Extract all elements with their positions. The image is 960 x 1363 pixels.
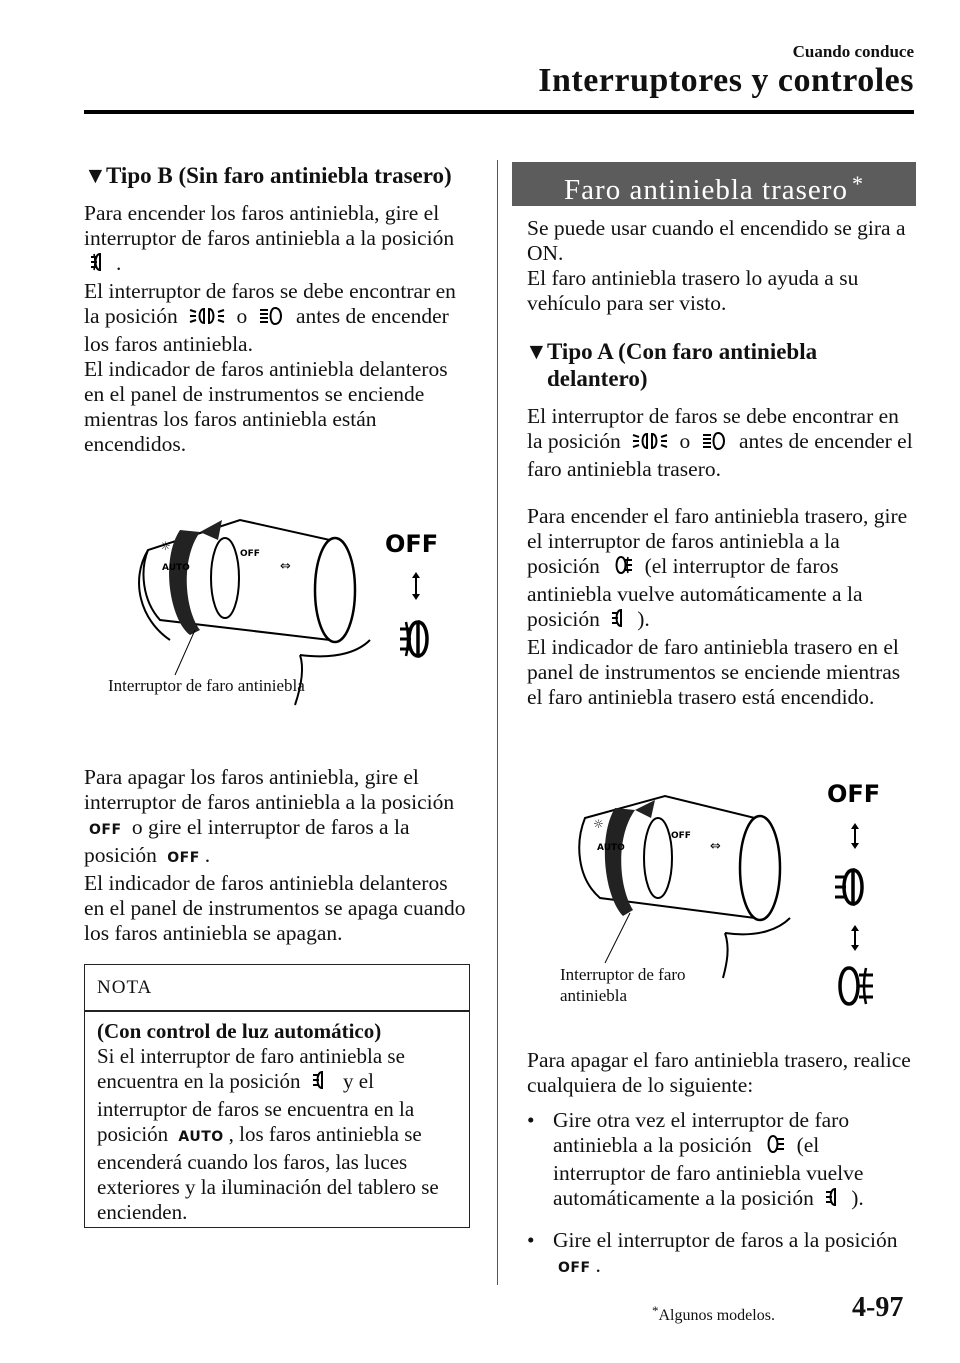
off-label: OFF	[558, 1260, 591, 1276]
page-number: 4-97	[852, 1292, 904, 1323]
list-item: • Gire otra vez el interruptor de faro antiniebla a la posición (el interruptor de faro antiniebla vuelve automáticamente a la posición ).	[527, 1108, 913, 1214]
page-title: Interruptores y controles	[538, 62, 914, 99]
left-column-lower	[84, 765, 470, 946]
section-label: Cuando conduce	[792, 42, 914, 61]
fog-switch-figure-right	[555, 778, 915, 1018]
paragraph-posicion: El interruptor de faros se debe encontrar en la posición o antes de encender los faros antiniebla.	[84, 279, 456, 356]
svg-text:OFF: OFF	[671, 831, 691, 841]
auto-label: AUTO	[178, 1129, 224, 1145]
banner-star: *	[851, 171, 864, 196]
bullet-icon: •	[527, 1108, 535, 1132]
svg-text:OFF: OFF	[385, 530, 439, 558]
front-fog-icon	[835, 870, 862, 904]
paragraph-apagar: Para apagar los faros antiniebla, gire el interruptor de faros antiniebla a la posición OFF o gire el interruptor de faros a la posición OFF .	[84, 765, 455, 867]
nota-text: Si el interruptor de faro antiniebla se encuentra en la posición y el interruptor de faros se encuentra en la posición AUTO , los faros antiniebla se encenderá cuando los faros, las luces exteriores y la iluminación del tablero se encienden.	[97, 1044, 439, 1224]
list-item: • Gire el interruptor de faros a la posición OFF .	[527, 1228, 913, 1281]
parking-light-icon	[189, 306, 225, 332]
svg-text:OFF: OFF	[827, 780, 881, 808]
svg-text:OFF: OFF	[240, 549, 260, 559]
right-column-lower	[527, 1048, 913, 1281]
rear-fog-icon	[763, 1133, 785, 1161]
paragraph-visto: El faro antiniebla trasero lo ayuda a su vehículo para ser visto.	[527, 266, 859, 315]
off-label: OFF	[167, 850, 200, 866]
nota-body	[97, 1019, 457, 1225]
heading-tipo-b: ▼ Tipo B (Sin faro antiniebla trasero)	[84, 163, 452, 188]
paragraph-apagar-trasero: Para apagar el faro antiniebla trasero, realice cualquiera de lo siguiente:	[527, 1048, 911, 1097]
paragraph-indicador-trasero: El indicador de faro antiniebla trasero en el panel de instrumentos se enciende mientras el faro antiniebla trasero está encendido.	[527, 635, 901, 709]
rear-fog-icon	[840, 968, 873, 1004]
bullet-icon: •	[527, 1228, 535, 1252]
section-banner: Faro antiniebla trasero *	[512, 162, 916, 206]
svg-text:AUTO: AUTO	[162, 563, 190, 573]
svg-text:AUTO: AUTO	[597, 843, 625, 853]
front-fog-icon	[90, 251, 110, 279]
front-fog-icon	[825, 1186, 845, 1214]
headlight-icon	[259, 306, 285, 332]
paragraph-indicador: El indicador de faros antiniebla delanteros en el panel de instrumentos se enciende mientras los faros antiniebla están encendidos.	[84, 357, 448, 456]
paragraph-posicion-trasero: El interruptor de faros se debe encontrar en la posición o antes de encender el faro antiniebla trasero.	[527, 404, 913, 481]
svg-text:⇔: ⇔	[280, 559, 291, 574]
paragraph-encender: Para encender los faros antiniebla, gire el interruptor de faros antiniebla a la posición .	[84, 201, 470, 279]
paragraph-indicador-apaga: El indicador de faros antiniebla delanteros en el panel de instrumentos se apaga cuando los faros antiniebla se apagan.	[84, 871, 466, 945]
column-divider	[497, 160, 498, 1285]
svg-text:☼: ☼	[160, 539, 171, 553]
header-rule	[84, 110, 914, 114]
triangle-icon: ▼	[84, 163, 107, 188]
headlight-icon	[702, 431, 728, 457]
svg-text:☼: ☼	[593, 817, 604, 831]
figure-caption: Interruptor de faro antiniebla	[560, 965, 686, 1005]
paragraph-encender-trasero: Para encender el faro antiniebla trasero, gire el interruptor de faros antiniebla a la posición (el interruptor de faros antiniebla vuelve automáticamente a la posición ).	[527, 504, 913, 635]
svg-text:⇔: ⇔	[710, 839, 721, 854]
triangle-icon: ▼	[525, 339, 548, 364]
front-fog-icon	[312, 1069, 332, 1097]
nota-title: NOTA	[97, 977, 153, 998]
rear-fog-icon	[611, 554, 633, 582]
parking-light-icon	[632, 431, 668, 457]
right-column	[527, 216, 913, 710]
footer-note: *Algunos modelos.	[652, 1303, 775, 1324]
fog-switch-figure-left	[100, 510, 470, 710]
figure-caption: Interruptor de faro antiniebla	[108, 676, 305, 695]
left-column	[84, 162, 470, 457]
heading-tipo-a: ▼ Tipo A (Con faro antiniebla delantero)	[525, 339, 818, 391]
front-fog-icon	[611, 607, 631, 635]
nota-rule	[85, 1010, 469, 1012]
nota-subtitle: (Con control de luz automático)	[97, 1019, 382, 1043]
nota-box	[84, 964, 470, 1228]
off-label: OFF	[89, 822, 122, 838]
paragraph-uso: Se puede usar cuando el encendido se gira a ON.	[527, 216, 906, 265]
front-fog-icon	[400, 622, 427, 656]
